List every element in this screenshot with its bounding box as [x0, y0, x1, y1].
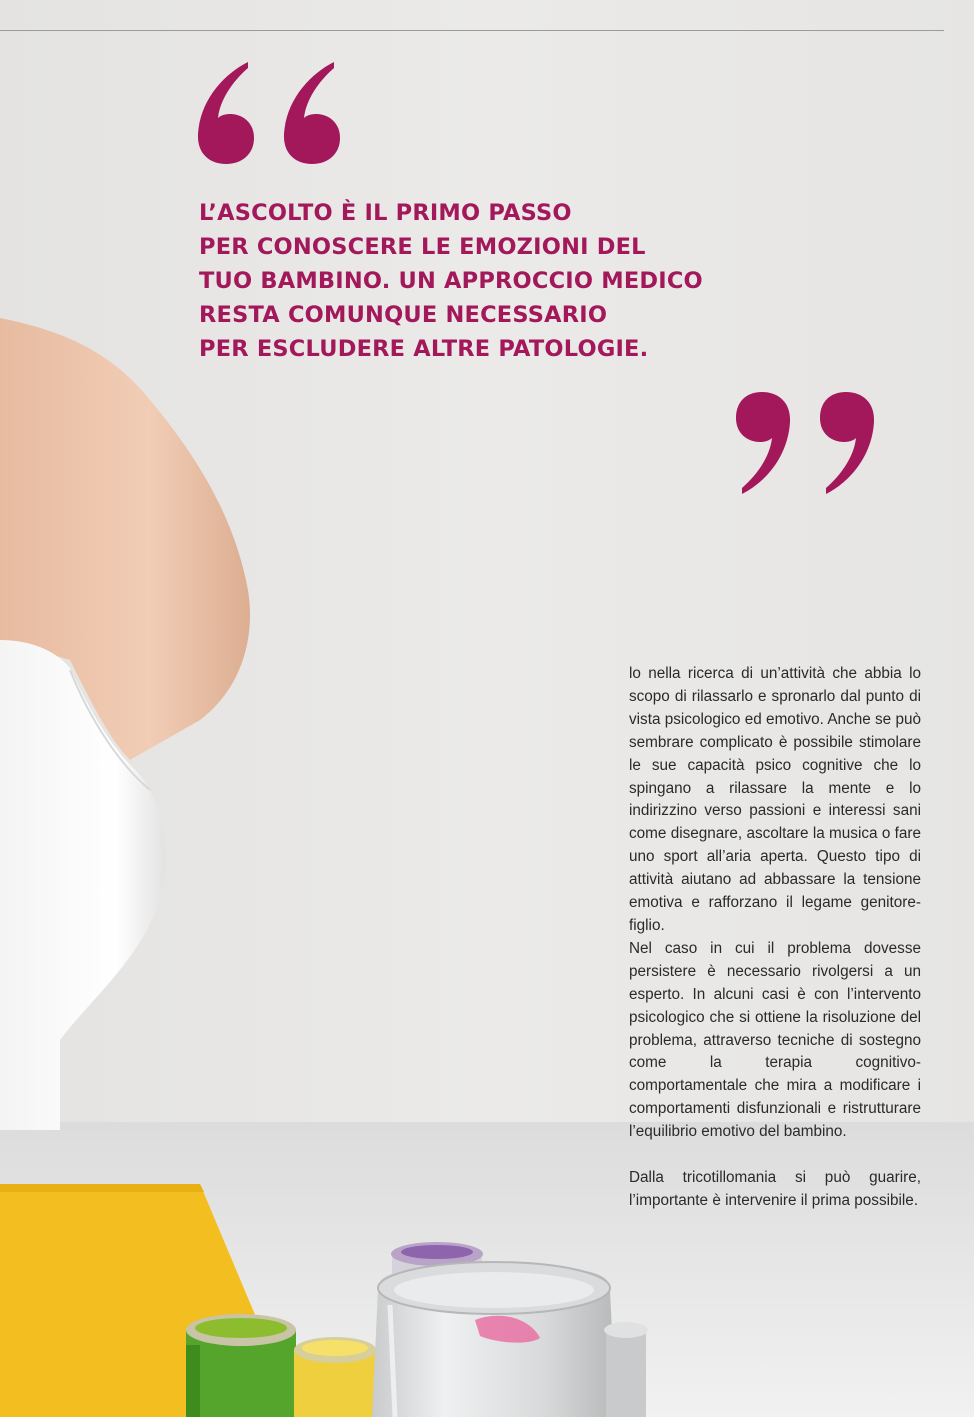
pull-quote	[199, 196, 819, 366]
open-quote-icon	[196, 60, 346, 166]
close-quote-icon	[734, 392, 880, 496]
article-paragraph: lo nella ricerca di un’attività che abbia lo scopo di rilassarlo e spronarlo dal punto di vista psicologico ed emotivo. Anche se può sembrare complicato è possibile stimolare le sue capacità psico cognitive che lo spingano a rilassare la mente e lo indirizzino verso passioni e interessi sani come disegnare, ascoltare la musica o fare uno sport all’aria aperta. Questo tipo di attività aiutano ad abbassare la tensione emotiva e rafforzano il legame genitore-figlio.	[629, 665, 921, 934]
article-paragraph: Nel caso in cui il problema dovesse persistere è necessario rivolgersi a un esperto. In alcuni casi è con l’intervento psicologico che si ottiene la risoluzione del problema, attraverso tecniche di sostegno come la terapia cognitivo-comportamentale che mira a modificare i comportamenti disfunzionali e ristrutturare l’equilibrio emotivo del bambino.	[629, 939, 921, 1141]
article-paragraph: Dalla tricotillomania si può guarire, l’importante è intervenire il prima possibile.	[629, 1168, 921, 1209]
pull-quote-line: L’ASCOLTO È IL PRIMO PASSO	[199, 200, 572, 226]
pull-quote-line: PER CONOSCERE LE EMOZIONI DEL	[199, 234, 646, 260]
pull-quote-line: TUO BAMBINO. UN APPROCCIO MEDICO	[199, 268, 703, 294]
pull-quote-line: RESTA COMUNQUE NECESSARIO	[199, 302, 608, 328]
paragraph-spacer	[629, 1144, 921, 1167]
pull-quote-line: PER ESCLUDERE ALTRE PATOLOGIE.	[199, 336, 649, 362]
top-divider-line	[0, 30, 944, 31]
article-body	[629, 663, 921, 1213]
